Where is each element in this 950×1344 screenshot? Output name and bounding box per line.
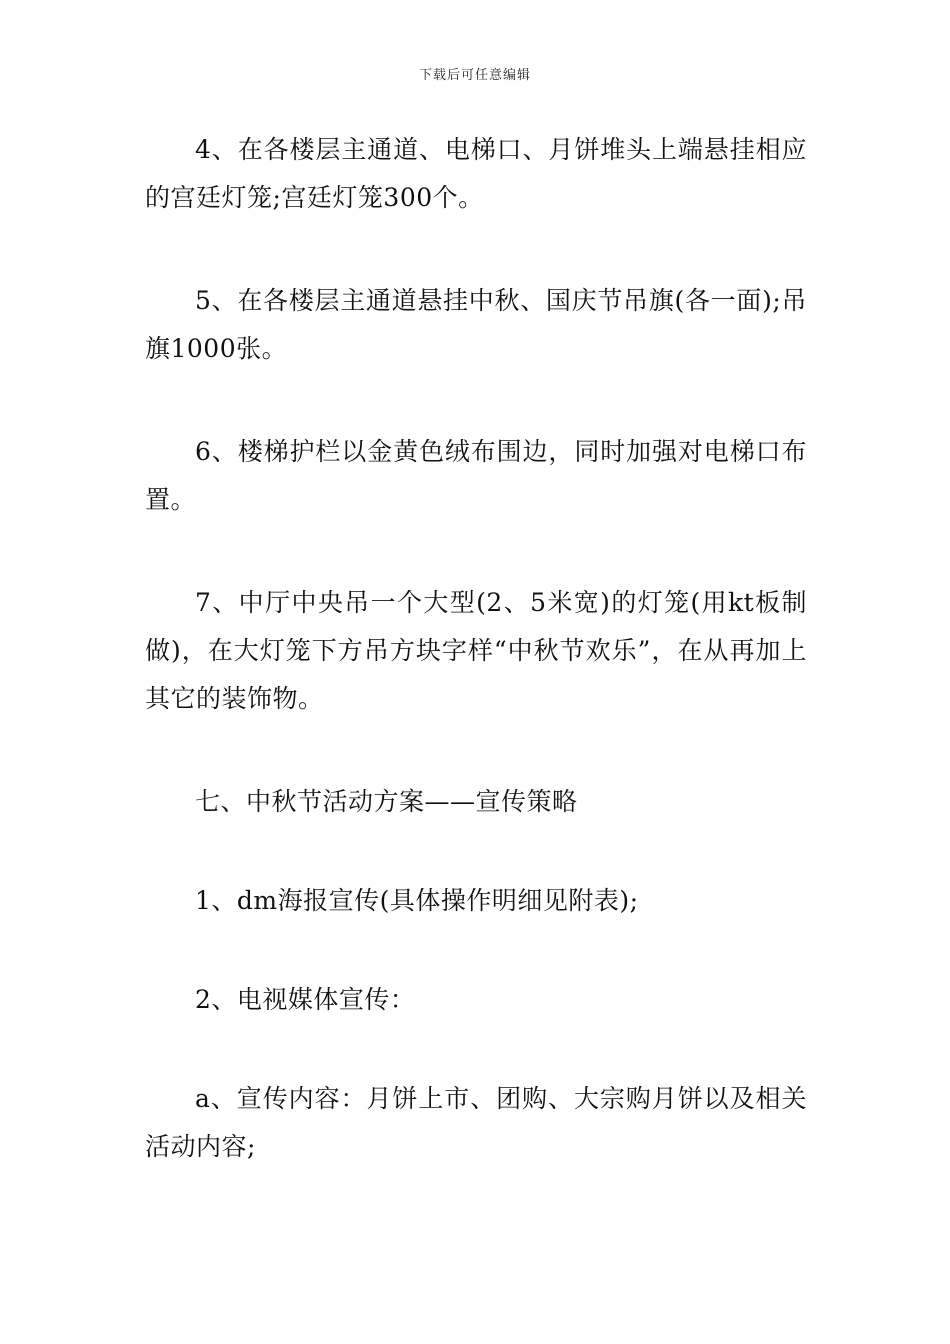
paragraph-promo-content: a、宣传内容：月饼上市、团购、大宗购月饼以及相关活动内容; [145,1084,807,1161]
paragraph-banners: 5、在各楼层主通道悬挂中秋、国庆节吊旗(各一面);吊旗1000张。 [145,286,807,363]
document-body [145,126,807,1226]
paragraph-railing: 6、楼梯护栏以金黄色绒布围边，同时加强对电梯口布置。 [145,437,807,514]
page-header-note: 下载后可任意编辑 [418,68,531,83]
paragraph-lanterns: 4、在各楼层主通道、电梯口、月饼堆头上端悬挂相应的宫廷灯笼;宫廷灯笼300个。 [145,135,807,212]
section-heading-promotion: 七、中秋节活动方案——宣传策略 [195,787,578,816]
paragraph-atrium-lantern: 7、中厅中央吊一个大型(2、5米宽)的灯笼(用kt板制做)，在大灯笼下方吊方块字样“中秋节欢乐”，在从再加上其它的装饰物。 [145,588,807,713]
paragraph-dm-poster: 1、dm海报宣传(具体操作明细见附表); [195,886,639,915]
paragraph-tv-media: 2、电视媒体宣传： [195,985,416,1014]
